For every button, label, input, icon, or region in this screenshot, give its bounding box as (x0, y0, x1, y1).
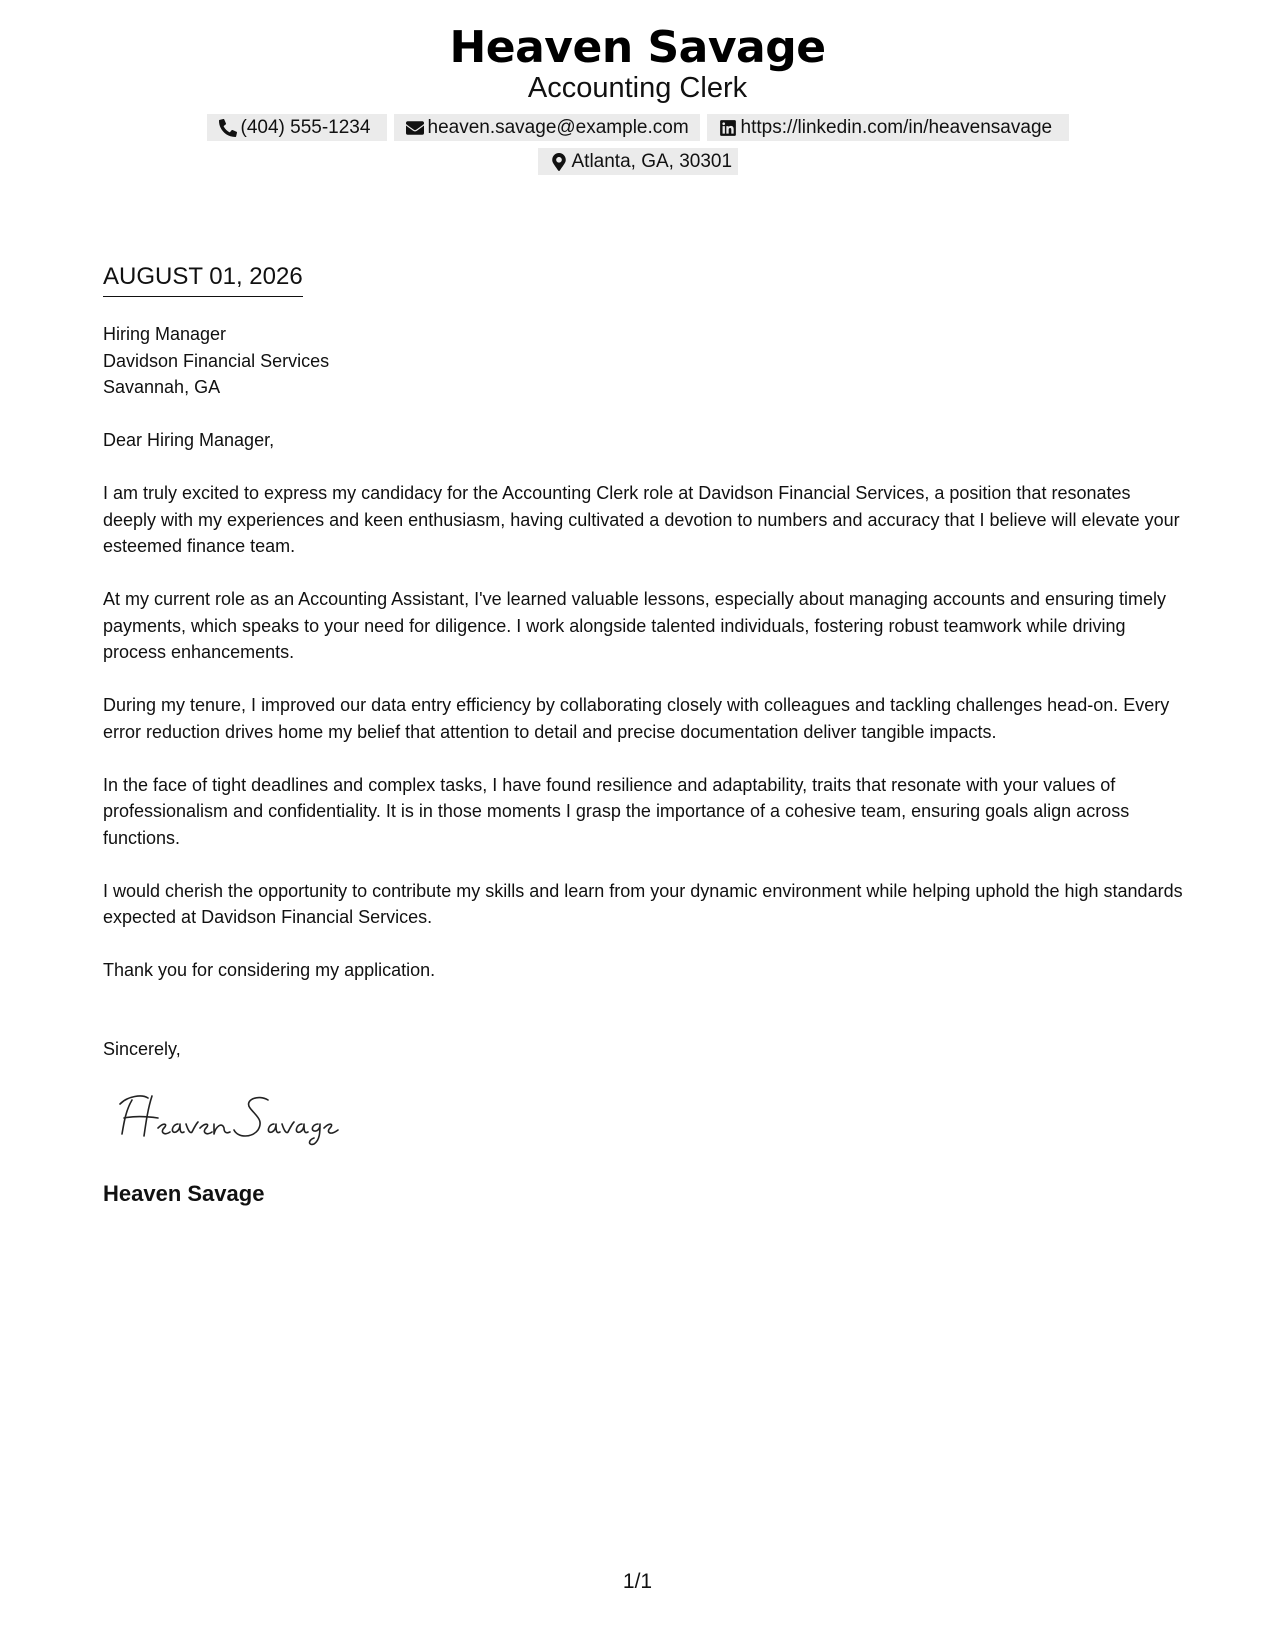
contact-email[interactable] (394, 114, 700, 141)
page-number: 1/1 (622, 1570, 653, 1593)
applicant-name: Heaven Savage (449, 22, 826, 73)
phone-icon (219, 119, 237, 137)
salutation: Dear Hiring Manager, (103, 430, 275, 450)
recipient-location: Savannah, GA (103, 377, 221, 397)
paragraph-5: I would cherish the opportunity to contribute my skills and learn from your dynamic environment while helping uphold the high standards expected at Davidson Financial Services. (103, 880, 1183, 927)
map-pin-icon (550, 153, 568, 171)
recipient-block (103, 321, 329, 401)
letter-body (103, 427, 1183, 1010)
recipient-company: Davidson Financial Services (103, 350, 330, 371)
paragraph-6: Thank you for considering my application. (103, 960, 436, 980)
paragraph-2: At my current role as an Accounting Assistant, I've learned valuable lessons, especially about managing accounts and ensuring timely payments, which speaks to your need for diligence. I work alongside talented individuals, fostering robust teamwork while driving process enhancements. (103, 589, 1167, 662)
contact-linkedin[interactable] (707, 114, 1069, 141)
letter-header (0, 22, 1275, 175)
paragraph-1: I am truly excited to express my candidacy for the Accounting Clerk role at Davidson Financial Services, a position that resonates deeply with my experiences and keen enthusiasm, having cultivated a devotion to numbers and accuracy that I believe will elevate your esteemed finance team. (103, 483, 1180, 556)
phone-text: (404) 555-1234 (240, 116, 371, 138)
signer-name: Heaven Savage (103, 1181, 265, 1206)
email-text: heaven.savage@example.com (427, 116, 689, 138)
envelope-icon (406, 119, 424, 137)
contact-bar (198, 114, 1078, 175)
closing: Sincerely, (103, 1039, 181, 1059)
recipient-line: Hiring Manager (103, 324, 227, 344)
letter-date: AUGUST 01, 2026 (103, 262, 303, 297)
linkedin-icon (719, 119, 737, 137)
job-title: Accounting Clerk (527, 72, 748, 104)
paragraph-3: During my tenure, I improved our data entry efficiency by collaborating closely with colleagues and tackling challenges head-on. Every error reduction drives home my belief that attention to detail and precise documentation deliver tangible impacts. (103, 695, 1170, 742)
contact-phone[interactable] (207, 114, 387, 141)
contact-location[interactable] (538, 148, 738, 175)
location-text: Atlanta, GA, 30301 (571, 150, 733, 172)
linkedin-text: https://linkedin.com/in/heavensavage (740, 116, 1053, 138)
signature-image (118, 1088, 358, 1146)
paragraph-4: In the face of tight deadlines and complex tasks, I have found resilience and adaptability, traits that resonate with your values of professionalism and confidentiality. It is in those moments I grasp the importance of a cohesive team, ensuring goals align across functions. (103, 774, 1130, 848)
